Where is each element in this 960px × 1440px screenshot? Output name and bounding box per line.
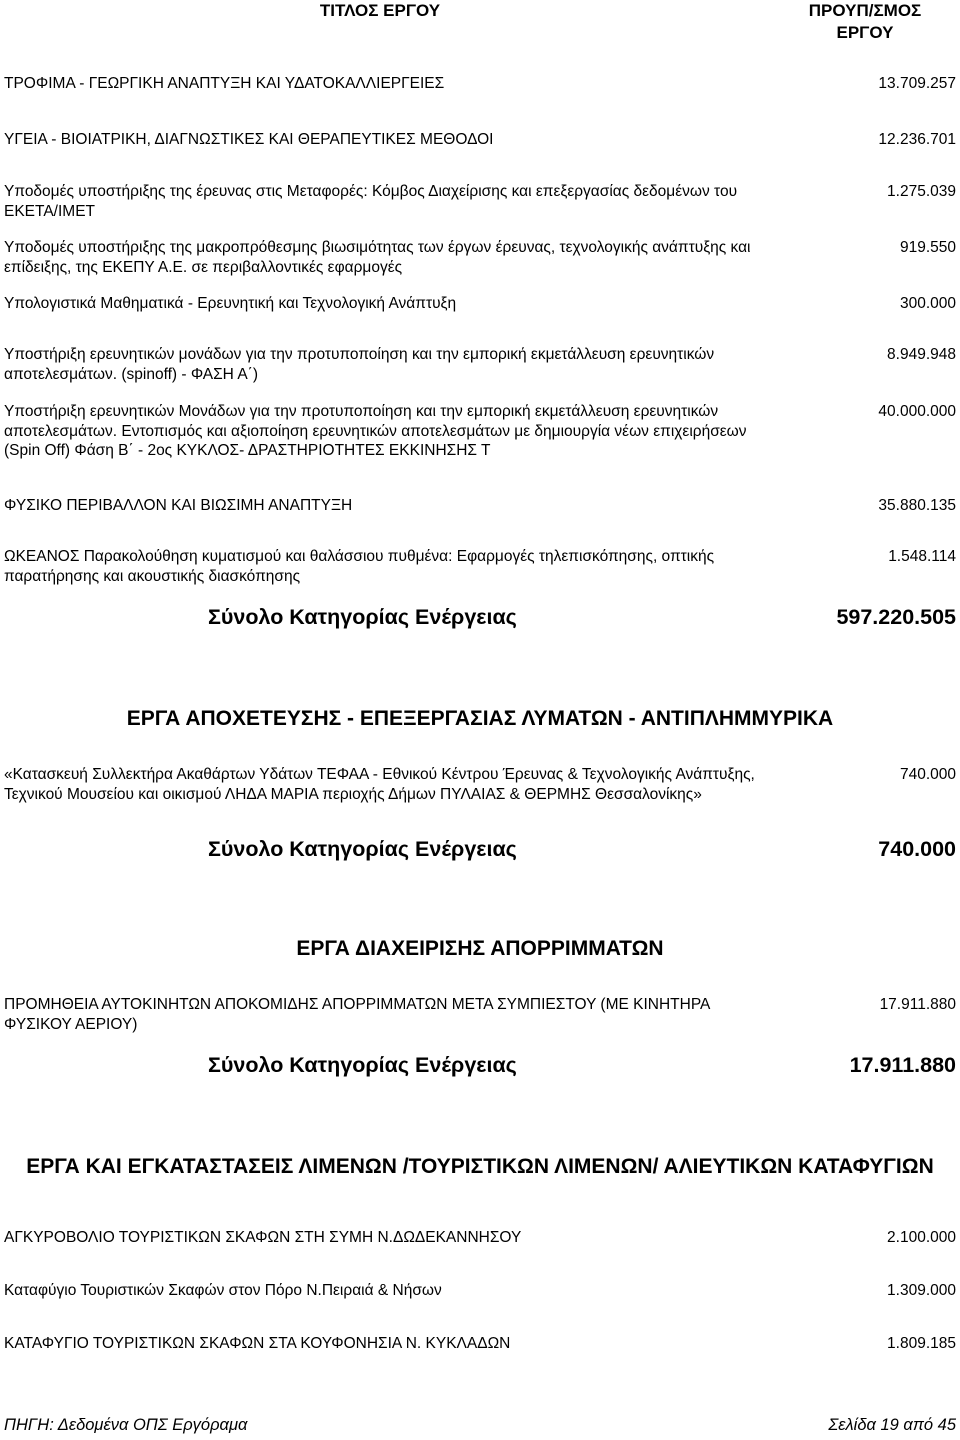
- project-title: ΥΓΕΙΑ - ΒΙΟΙΑΤΡΙΚΗ, ΔΙΑΓΝΩΣΤΙΚΕΣ ΚΑΙ ΘΕΡΑΠΕΥΤΙΚΕΣ ΜΕΘΟΔΟΙ: [4, 131, 494, 148]
- project-title: Υποδομές υποστήριξης της μακροπρόθεσμης βιωσιμότητας των έργων έρευνας, τεχνολογικής ανάπτυξης και επίδειξης, της ΕΚΕΠΥ Α.Ε. σε περιβαλλοντικές εφαρμογές: [4, 239, 751, 276]
- category-total-value: 740.000: [878, 837, 956, 861]
- project-budget: 17.911.880: [879, 996, 956, 1013]
- project-budget: 2.100.000: [887, 1229, 956, 1246]
- category-total-label: Σύνολο Κατηγορίας Ενέργειας: [208, 837, 517, 861]
- project-title: Καταφύγιο Τουριστικών Σκαφών στον Πόρο Ν.Πειραιά & Νήσων: [4, 1282, 442, 1299]
- category-total-value: 17.911.880: [849, 1053, 956, 1077]
- project-title: ΤΡΟΦΙΜΑ - ΓΕΩΡΓΙΚΗ ΑΝΑΠΤΥΞΗ ΚΑΙ ΥΔΑΤΟΚΑΛΛΙΕΡΓΕΙΕΣ: [4, 75, 445, 92]
- footer-page-number: Σελίδα 19 από 45: [828, 1416, 956, 1434]
- project-budget: 740.000: [899, 766, 956, 783]
- project-title: Υπολογιστικά Μαθηματικά - Ερευνητική και Τεχνολογική Ανάπτυξη: [4, 295, 457, 312]
- project-budget: 8.949.948: [887, 346, 956, 363]
- project-budget: 35.880.135: [878, 497, 956, 514]
- project-budget: 13.709.257: [878, 75, 956, 92]
- category-total-label: Σύνολο Κατηγορίας Ενέργειας: [208, 1053, 517, 1077]
- category-total-value: 597.220.505: [836, 605, 956, 629]
- project-budget: 40.000.000: [878, 403, 956, 420]
- footer-source: ΠΗΓΗ: Δεδομένα ΟΠΣ Εργόραμα: [4, 1416, 248, 1434]
- section-title: ΕΡΓΑ ΔΙΑΧΕΙΡΙΣΗΣ ΑΠΟΡΡΙΜΜΑΤΩΝ: [296, 937, 664, 960]
- project-title: ΠΡΟΜΗΘΕΙΑ ΑΥΤΟΚΙΝΗΤΩΝ ΑΠΟΚΟΜΙΔΗΣ ΑΠΟΡΡΙΜΜΑΤΩΝ ΜΕΤΑ ΣΥΜΠΙΕΣΤΟΥ (ΜΕ ΚΙΝΗΤΗΡΑ ΦΥΣΙΚΟΥ ΑΕΡΙΟΥ): [4, 996, 710, 1033]
- project-budget: 1.548.114: [888, 548, 956, 565]
- column-header-budget: ΠΡΟΥΠ/ΣΜΟΣ ΕΡΓΟΥ: [808, 1, 922, 42]
- category-total-label: Σύνολο Κατηγορίας Ενέργειας: [208, 605, 517, 629]
- project-title: Υποδομές υποστήριξης της έρευνας στις Μεταφορές: Κόμβος Διαχείρισης και επεξεργασίας δεδομένων του ΕΚΕΤΑ/ΙΜΕΤ: [4, 183, 738, 220]
- column-header-title: ΤΙΤΛΟΣ ΕΡΓΟΥ: [319, 1, 441, 20]
- section-title: ΕΡΓΑ ΑΠΟΧΕΤΕΥΣΗΣ - ΕΠΕΞΕΡΓΑΣΙΑΣ ΛΥΜΑΤΩΝ - ΑΝΤΙΠΛΗΜΜΥΡΙΚΑ: [126, 707, 834, 730]
- project-title: Υποστήριξη ερευνητικών μονάδων για την προτυποποίηση και την εμπορική εκμετάλλευση ερευνητικών αποτελεσμάτων. (spinoff) - ΦΑΣΗ Α΄): [4, 346, 715, 383]
- project-budget: 919.550: [899, 239, 956, 256]
- project-title: Υποστήριξη ερευνητικών Μονάδων για την προτυποποίηση και την εμπορική εκμετάλλευση ερευνητικών αποτελεσμάτων. Εντοπισμός και αξιοποίηση ερευνητικών αποτελεσμάτων με δημιουργία νέων επιχειρήσεων (Spin Off) Φάση Β΄ - 2ος ΚΥΚΛΟΣ- ΔΡΑΣΤΗΡΙΟΤΗΤΕΣ ΕΚΚΙΝΗΣΗΣ Τ: [4, 403, 747, 459]
- project-budget: 12.236.701: [878, 131, 956, 148]
- project-budget: 1.809.185: [887, 1335, 956, 1352]
- project-budget: 1.309.000: [887, 1282, 956, 1299]
- project-title: «Κατασκευή Συλλεκτήρα Ακαθάρτων Υδάτων ΤΕΦΑΑ - Εθνικού Κέντρου Έρευνας & Τεχνολογικής Ανάπτυξης, Τεχνικού Μουσείου και οικισμού ΛΗΔΑ ΜΑΡΙΑ περιοχής Δήμων ΠΥΛΑΙΑΣ & ΘΕΡΜΗΣ Θεσσαλονίκης»: [4, 766, 755, 803]
- project-budget: 300.000: [899, 295, 956, 312]
- project-title: ΦΥΣΙΚΟ ΠΕΡΙΒΑΛΛΟΝ ΚΑΙ ΒΙΩΣΙΜΗ ΑΝΑΠΤΥΞΗ: [4, 497, 353, 514]
- project-title: ΚΑΤΑΦΥΓΙΟ ΤΟΥΡΙΣΤΙΚΩΝ ΣΚΑΦΩΝ ΣΤΑ ΚΟΥΦΟΝΗΣΙΑ Ν. ΚΥΚΛΑΔΩΝ: [4, 1335, 511, 1352]
- project-title: ΑΓΚΥΡΟΒΟΛΙΟ ΤΟΥΡΙΣΤΙΚΩΝ ΣΚΑΦΩΝ ΣΤΗ ΣΥΜΗ Ν.ΔΩΔΕΚΑΝΝΗΣΟΥ: [4, 1229, 522, 1246]
- project-budget: 1.275.039: [887, 183, 956, 200]
- project-title: ΩΚΕΑΝΟΣ Παρακολούθηση κυματισμού και θαλάσσιου πυθμένα: Εφαρμογές τηλεπισκόπησης, οπτικής παρατήρησης και ακουστικής διασκόπησης: [4, 548, 715, 585]
- section-title: ΕΡΓΑ ΚΑΙ ΕΓΚΑΤΑΣΤΑΣΕΙΣ ΛΙΜΕΝΩΝ /ΤΟΥΡΙΣΤΙΚΩΝ ΛΙΜΕΝΩΝ/ ΑΛΙΕΥΤΙΚΩΝ ΚΑΤΑΦΥΓΙΩΝ: [26, 1155, 934, 1178]
